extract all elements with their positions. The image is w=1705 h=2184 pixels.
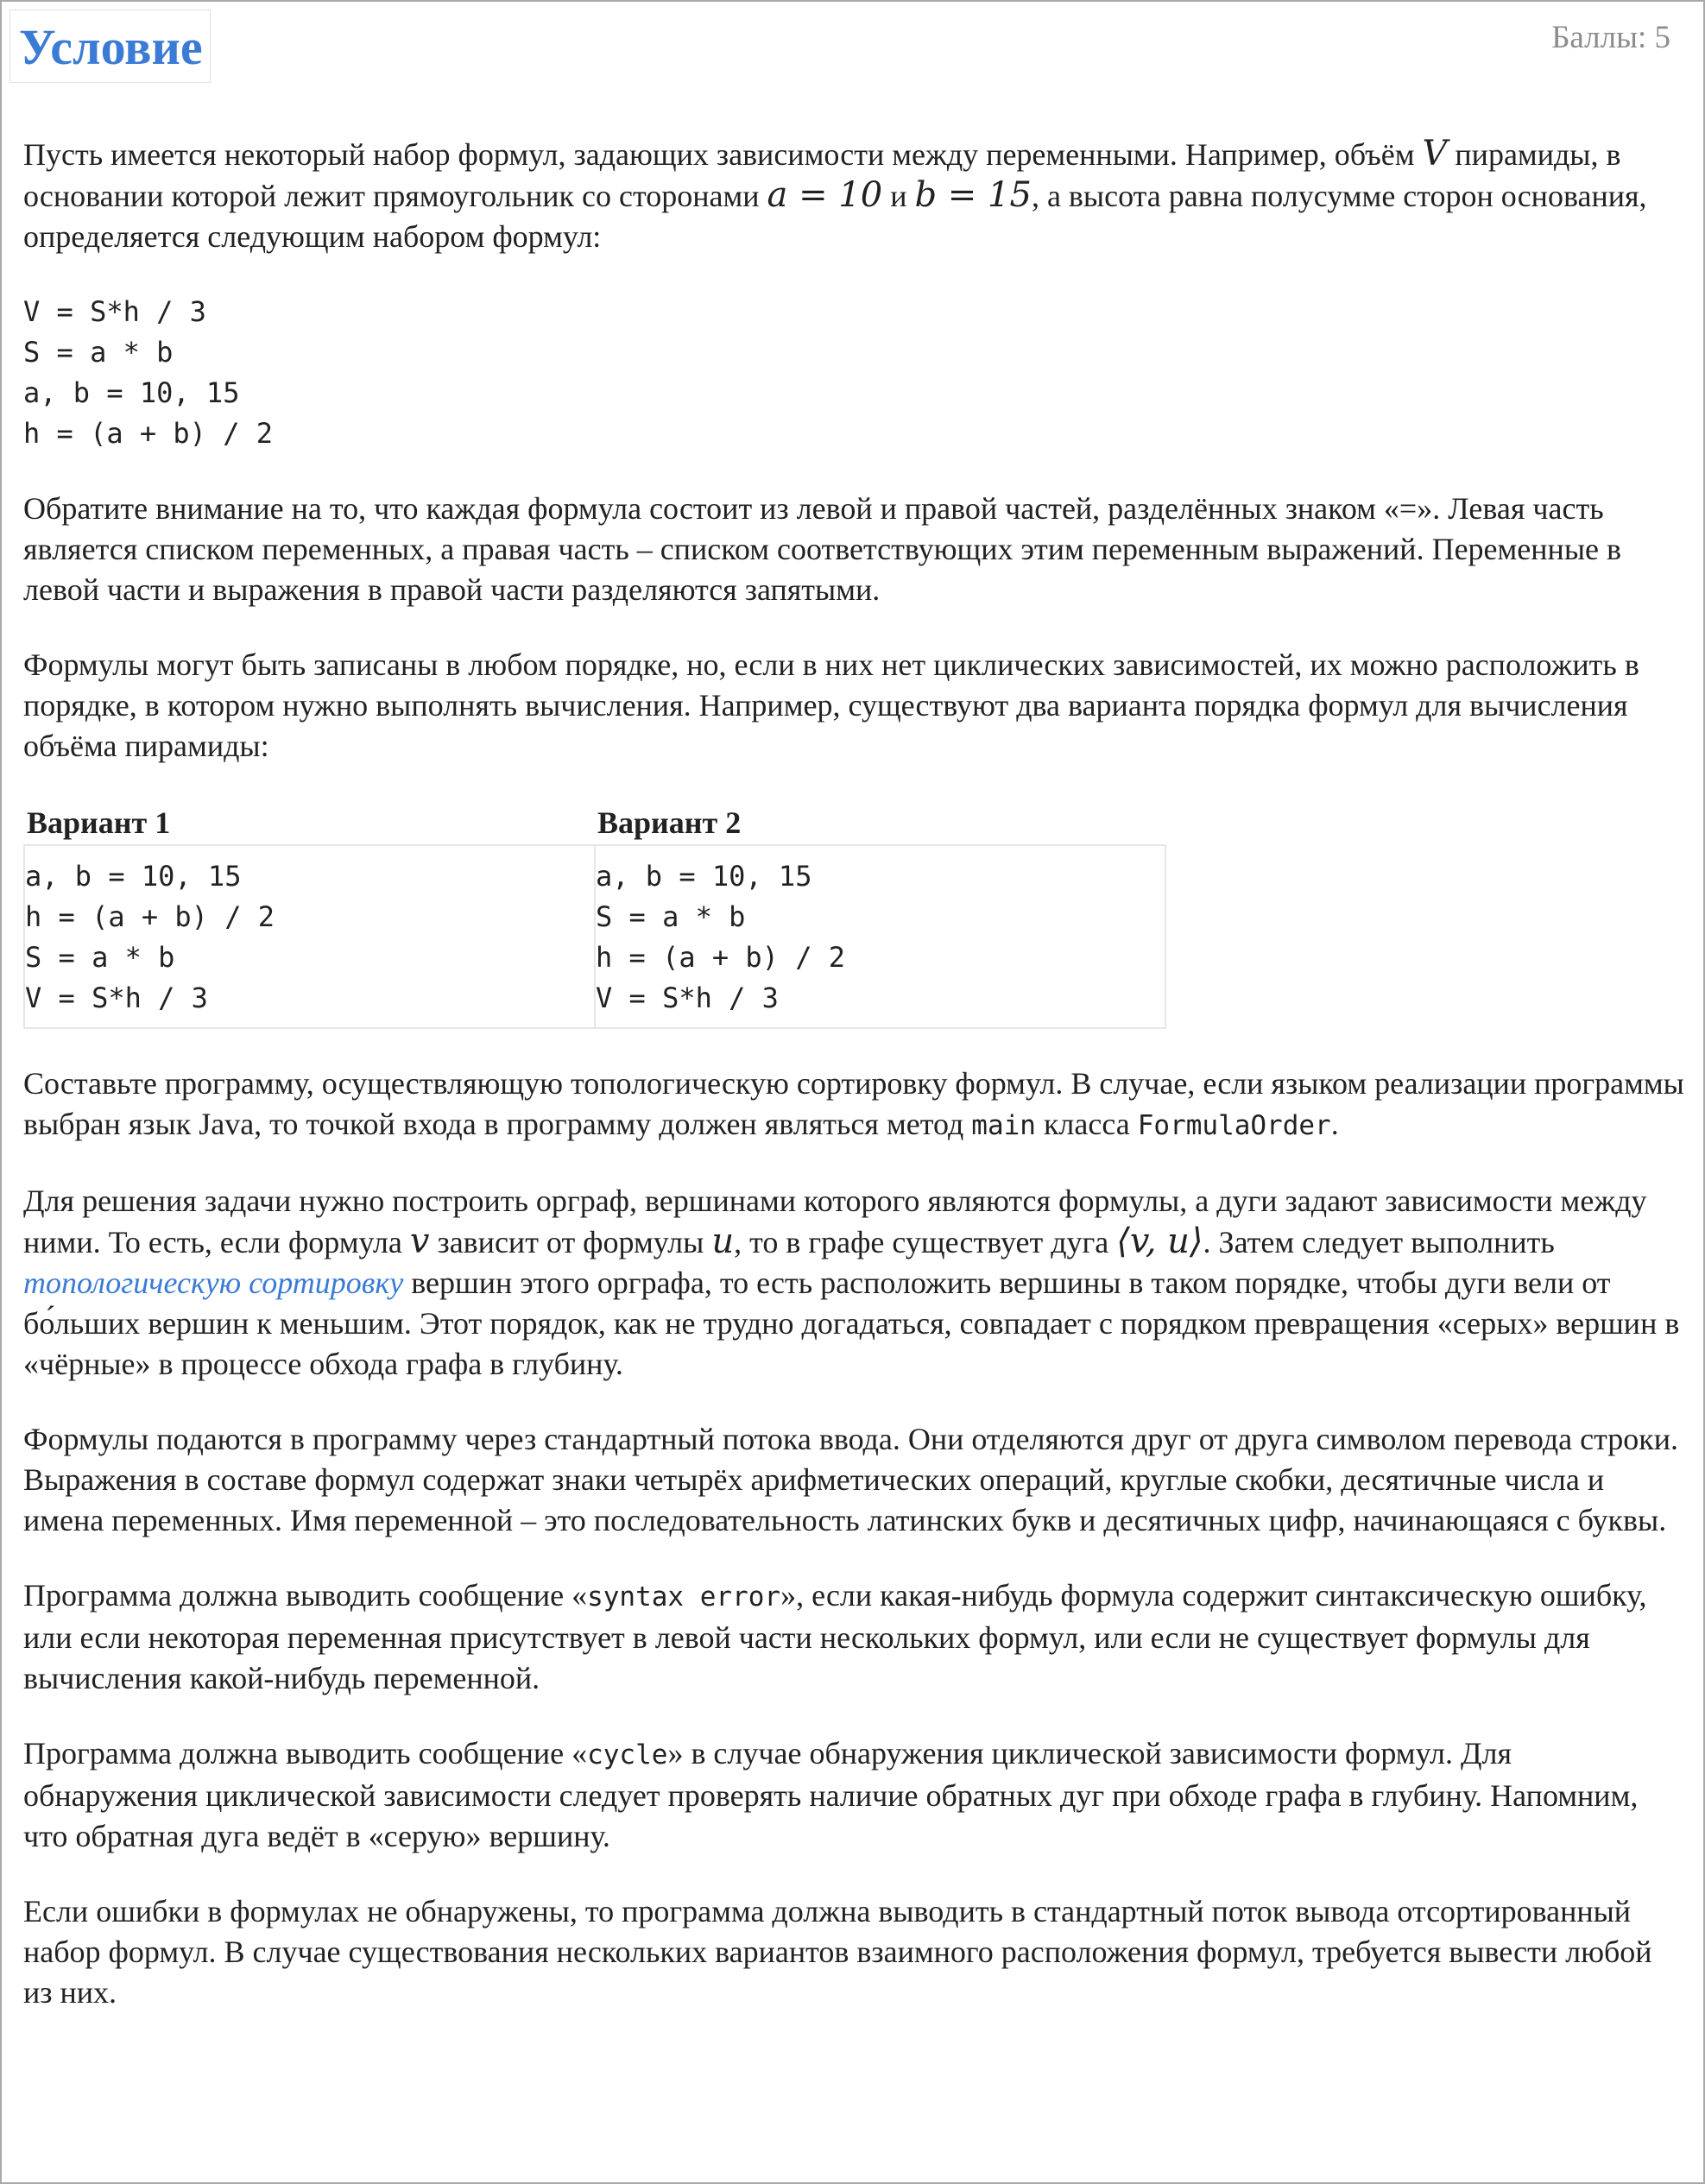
code-line: h = (a + b) / 2 — [596, 941, 845, 974]
math-side-a: a = 10 — [767, 175, 883, 215]
code-line: S = a * b — [596, 900, 746, 933]
math-arc: ⟨v, u⟩ — [1116, 1221, 1203, 1261]
syntax-text: Программа должна выводить сообщение « — [23, 1578, 588, 1613]
graph-text: . Затем следует выполнить — [1203, 1225, 1555, 1259]
code-line: a, b = 10, 15 — [596, 860, 812, 893]
problem-statement — [23, 134, 1685, 2048]
math-u: u — [711, 1221, 735, 1261]
inline-code-class: FormulaOrder — [1137, 1110, 1331, 1141]
task-text: . — [1330, 1107, 1339, 1141]
code-line: V = S*h / 3 — [596, 982, 779, 1014]
math-side-b: b = 15 — [914, 175, 1032, 215]
code-line: a, b = 10, 15 — [23, 376, 240, 409]
intro-text: Пусть имеется некоторый набор формул, задающих зависимости между переменными. Например, объём — [23, 137, 1423, 172]
variant-2-header: Вариант 2 — [597, 805, 742, 840]
input-paragraph: Формулы подаются в программу через стандартный потока ввода. Они отделяются друг от друга символом перевода строки. Выражения в составе формул содержат знаки четырёх арифметических операций, круглые скобки, десятичные числа и имена переменных. Имя переменной – это последовательность латинских букв и десятичных цифр, начинающаяся с буквы. — [23, 1422, 1679, 1537]
intro-text: пирамиды, в основании которой лежит прямоугольник со сторонами — [23, 137, 1621, 213]
inline-code-cycle: cycle — [587, 1739, 668, 1771]
graph-paragraph — [23, 1181, 1685, 1385]
intro-text: и — [882, 179, 915, 213]
graph-text: , то в графе существует дуга — [734, 1225, 1117, 1259]
variant-1-code — [24, 845, 595, 1028]
graph-text: вершин этого орграфа, то есть расположить вершины в таком порядке, чтобы дуги вели от бо́льших вершин к меньшим. Этот порядок, как не трудно догадаться, совпадает с порядком превращения «серых» вершин в «чёрные» в процессе обхода графа в глубину. — [23, 1266, 1680, 1381]
inline-code-syntax-error: syntax error — [587, 1581, 781, 1613]
code-line: h = (a + b) / 2 — [23, 417, 273, 450]
variant-2-code — [595, 845, 1165, 1028]
cycle-text: Программа должна выводить сообщение « — [23, 1736, 588, 1771]
graph-text: Для решения задачи нужно построить орграф, вершинами которого являются формулы, а дуги задают зависимости между ними. То есть, если формула — [23, 1184, 1647, 1259]
equals-paragraph: Обратите внимание на то, что каждая формула состоит из левой и правой частей, разделённых знаком «=». Левая часть является списком переменных, а правая часть – списком соответствующих этим переменным выражений. Переменные в левой части и выражения в правой части разделяются запятыми. — [23, 491, 1621, 607]
code-line: S = a * b — [25, 941, 175, 974]
code-line: a, b = 10, 15 — [25, 860, 242, 893]
task-paragraph — [23, 1064, 1685, 1146]
task-text: класса — [1035, 1107, 1138, 1141]
code-line: V = S*h / 3 — [25, 982, 208, 1014]
graph-text: зависит от формулы — [429, 1225, 712, 1259]
cycle-paragraph — [23, 1733, 1685, 1857]
math-volume: V — [1422, 134, 1448, 174]
topological-sort-link[interactable]: топологическую сортировку — [23, 1266, 404, 1300]
intro-paragraph — [23, 134, 1685, 257]
intro-text: , а высота равна полусумме сторон основания, определяется следующим набором формул: — [23, 179, 1647, 254]
order-paragraph: Формулы могут быть записаны в любом порядке, но, если в них нет циклических зависимостей, их можно расположить в порядке, в котором нужно выполнять вычисления. Например, существуют два варианта порядка формул для вычисления объёма пирамиды: — [23, 647, 1639, 763]
code-line: V = S*h / 3 — [23, 295, 206, 328]
variant-1-header: Вариант 1 — [27, 805, 171, 840]
syntax-error-paragraph — [23, 1575, 1685, 1699]
code-line: S = a * b — [23, 336, 174, 369]
syntax-text: », если какая-нибудь формула содержит синтаксическую ошибку, или если некоторая переменная присутствует в левой части нескольких формул, или если не существует формулы для вычисления какой-нибудь переменной. — [23, 1578, 1647, 1695]
code-line: h = (a + b) / 2 — [25, 900, 275, 933]
inline-code-main: main — [971, 1110, 1036, 1141]
score-label: Баллы: 5 — [1551, 20, 1670, 55]
task-text: Составьте программу, осуществляющую топологическую сортировку формул. В случае, если языком реализации программы выбран язык Java, то точкой входа в программу должен являться метод — [23, 1066, 1684, 1141]
page-title: Условие — [9, 9, 211, 83]
math-v: v — [409, 1221, 430, 1261]
variants-table — [23, 801, 1166, 1029]
cycle-text: » в случае обнаружения циклической зависимости формул. Для обнаружения циклической зависимости следует проверять наличие обратных дуг при обходе графа в глубину. Напомним, что обратная дуга ведёт в «серую» вершину. — [23, 1736, 1639, 1853]
output-paragraph: Если ошибки в формулах не обнаружены, то программа должна выводить в стандартный поток вывода отсортированный набор формул. В случае существования нескольких вариантов взаимного расположения формул, требуется вывести любой из них. — [23, 1894, 1652, 2010]
example-code-block — [23, 292, 1685, 454]
